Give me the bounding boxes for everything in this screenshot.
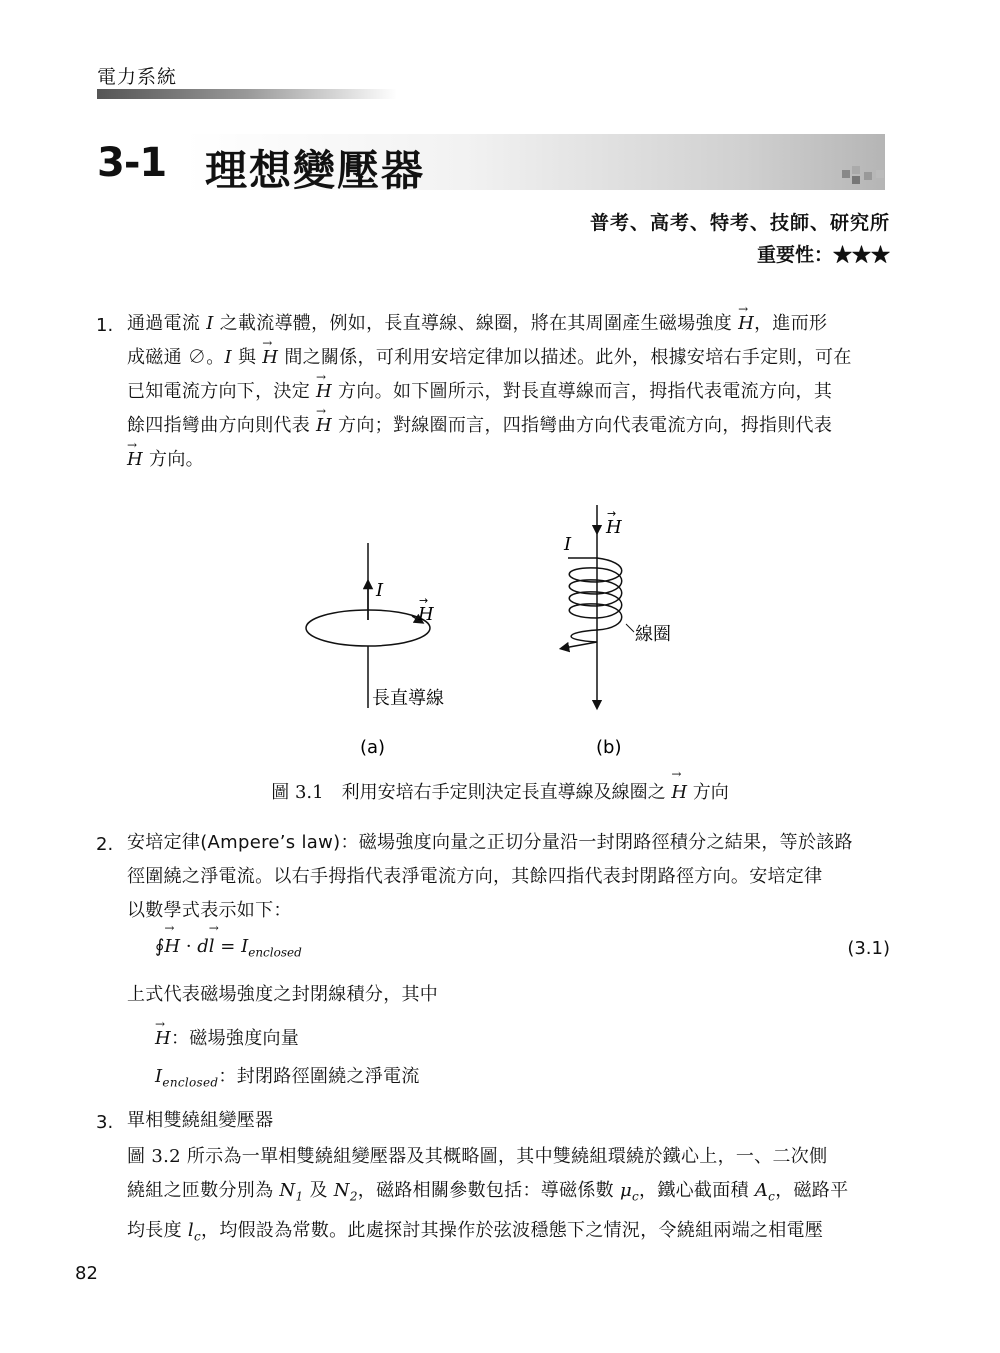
equation-3-1: ∮→ $H \cdot d\to l = I_{enclosed}$ [155,936,302,960]
item-3-line: 繞組之匝數分別為 $N_1$ 及 $N_2$，磁路相關參數包括：導磁係數 $\mu_c$，鐵心截面積 $A_c$，磁路平 [127,1180,849,1204]
figure-caption: 圖 3.1 利用安培右手定則決定長直導線及線圈之 → H 方向 [0,778,1000,804]
item-1-line: 餘四指彎曲方向則代表 → H 方向；對線圈而言，四指彎曲方向代表電流方向，拇指則代表 [127,409,890,443]
equation-number: (3.1) [847,938,890,959]
exam-list: 普考、高考、特考、技師、研究所 [589,212,890,234]
section-number: 3-1 [97,140,167,186]
wire-label: 長直導線 [372,688,444,709]
item-2-after-text: 上式代表磁場強度之封閉線積分，其中 [127,984,439,1005]
coil-label-leader [626,624,634,632]
coil-turns [569,558,622,642]
straight-wire-diagram [306,543,444,758]
importance-stars: ★★★ [832,244,890,266]
coil-lead-out [564,642,597,648]
coil-diagram [563,505,671,758]
item-1-number: 1. [96,315,114,336]
coil-label: 線圈 [635,624,671,645]
item-3-paragraph [127,1140,890,1253]
wire-field-vec-arrow: → [419,594,429,607]
section-title: 理想變壓器 [205,146,426,195]
importance-label: 重要性： [756,244,833,266]
page-number: 82 [75,1263,98,1284]
definition-i-enclosed: $I_{enclosed}$：封閉路徑圍繞之淨電流 [155,1066,420,1090]
item-3-heading: 單相雙繞組變壓器 [127,1110,274,1131]
subfigure-a-label: (a) [360,737,386,758]
item-3-line: 均長度 $l_c$，均假設為常數。此處探討其操作於弦波穩態下之情況，令繞組兩端之相電壓 [127,1219,824,1244]
coil-current-label: I [564,534,572,555]
item-2-line: 徑圍繞之淨電流。以右手拇指代表淨電流方向，其餘四指代表封閉路徑方向。安培定律 [127,866,823,887]
importance-rating [757,240,890,267]
definition-h: → H：磁場強度向量 [155,1022,299,1056]
item-2-paragraph [127,826,890,928]
running-head: 電力系統 [97,66,178,88]
coil-field-vec-arrow: → [607,507,617,520]
item-1-line: 已知電流方向下，決定 → H 方向。如下圖所示，對長直導線而言，拇指代表電流方向，其 [127,375,890,409]
decor-squares [842,166,887,188]
item-1-line: 成磁通 ∅。I 與 → H 間之關係，可利用安培定律加以描述。此外，根據安培右手定則，可在 [127,341,890,375]
caption-vector-h: → H [671,782,687,803]
item-3-line: 圖 3.2 所示為一單相雙繞組變壓器及其概略圖，其中雙繞組環繞於鐵心上，一、二次側 [127,1146,828,1167]
subfigure-b-label: (b) [596,737,622,758]
item-1-paragraph [127,307,890,477]
header-rule [97,89,397,99]
coil-field-label: H [606,517,622,538]
item-2-line: 以數學式表示如下： [127,900,292,921]
item-3-number: 3. [96,1112,114,1133]
figure-3-1 [290,500,710,770]
item-2-number: 2. [96,834,114,855]
item-2-line: 安培定律(Ampere’s law)：磁場強度向量之正切分量沿一封閉路徑積分之結果，等於該路 [127,832,853,853]
wire-current-label: I [376,580,384,601]
item-1-line: → H 方向。 [127,443,890,477]
item-1-line: 通過電流 I 之載流導體，例如，長直導線、線圈，將在其周圍產生磁場強度 → H，進而形 [127,307,890,341]
wire-field-label: H [418,604,434,625]
